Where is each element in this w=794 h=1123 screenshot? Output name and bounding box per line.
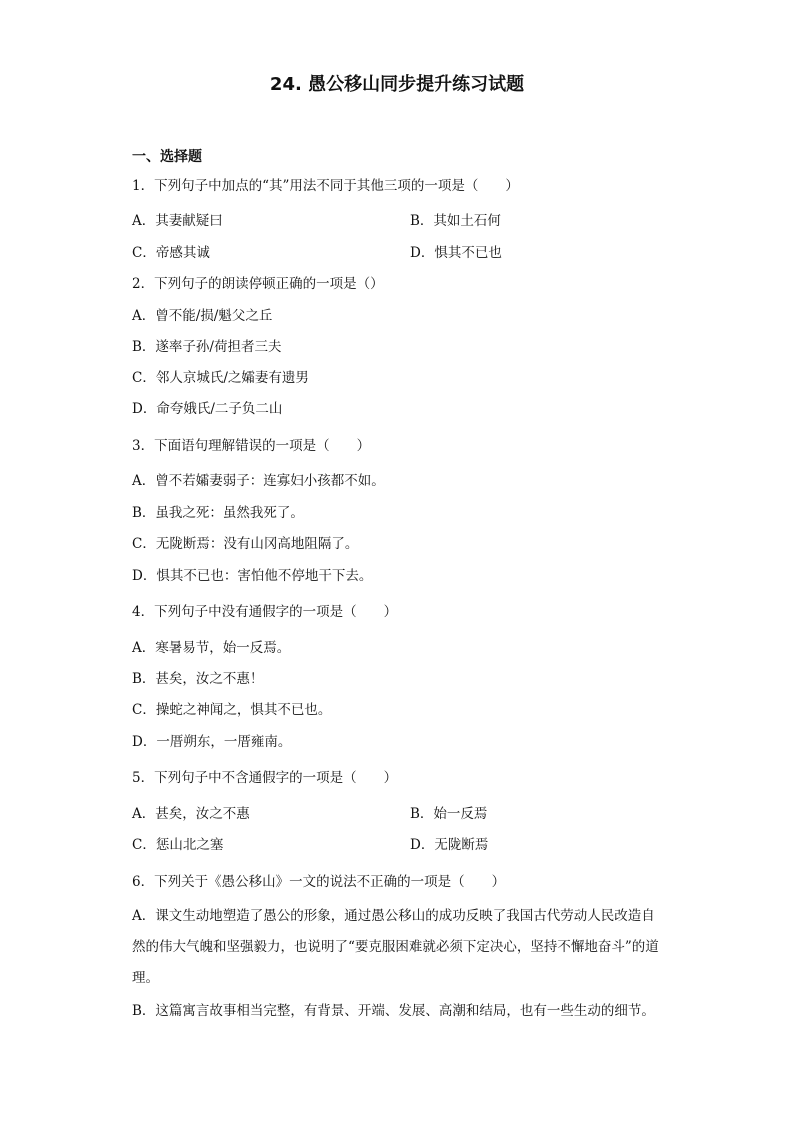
question-2-option-d: D．命夸娥氏/二子负二山 [132, 401, 283, 417]
question-5-option-d: D．无陇断焉 [410, 837, 489, 853]
question-5-option-b: B．始一反焉 [410, 806, 488, 822]
question-3-option-a: A．曾不若孀妻弱子：连寡妇小孩都不如。 [132, 473, 385, 489]
question-4-option-d: D．一厝朔东，一厝雍南。 [132, 734, 292, 750]
page-title: 24. 愚公移山同步提升练习试题 [269, 74, 525, 95]
question-5-option-c: C．惩山北之塞 [132, 837, 224, 853]
question-4-option-c: C．操蛇之神闻之，惧其不已也。 [132, 702, 332, 718]
question-6-stem: 6．下列关于《愚公移山》一文的说法不正确的一项是（ ） [132, 874, 506, 890]
question-3-option-b: B．虽我之死：虽然我死了。 [132, 505, 304, 521]
question-2-option-a: A．曾不能/损/魁父之丘 [132, 308, 273, 324]
question-3-stem: 3．下面语句理解错误的一项是（ ） [132, 438, 371, 454]
question-3-option-c: C．无陇断焉：没有山冈高地阻隔了。 [132, 536, 359, 552]
question-2-stem: 2．下列句子的朗读停顿正确的一项是（） [132, 276, 384, 292]
question-6-option-a: A．课文生动地塑造了愚公的形象，通过愚公移山的成功反映了我国古代劳动人民改造自然的伟大气魄和坚强毅力，也说明了“要克服困难就必须下定决心，坚持不懈地奋斗”的道理。 [132, 908, 659, 986]
question-3-option-d: D．惧其不已也：害怕他不停地干下去。 [132, 568, 373, 584]
question-4-option-a: A．寒暑易节，始一反焉。 [132, 640, 291, 656]
question-1-stem: 1．下列句子中加点的“其”用法不同于其他三项的一项是（ ） [132, 178, 519, 194]
question-5-option-a: A．甚矣，汝之不惠 [132, 806, 250, 822]
question-4-stem: 4．下列句子中没有通假字的一项是（ ） [132, 604, 398, 620]
question-4-option-b: B．甚矣，汝之不惠！ [132, 671, 264, 687]
question-1-option-a: A．其妻献疑曰 [132, 213, 223, 229]
question-5-stem: 5．下列句子中不含通假字的一项是（ ） [132, 770, 398, 786]
section-heading: 一、选择题 [132, 149, 202, 165]
question-6-option-b: B．这篇寓言故事相当完整，有背景、开端、发展、高潮和结局，也有一些生动的细节。 [132, 1003, 655, 1019]
question-1-option-c: C．帝感其诚 [132, 245, 210, 261]
question-2-option-c: C．邻人京城氏/之孀妻有遗男 [132, 370, 309, 386]
question-2-option-b: B．遂率子孙/荷担者三夫 [132, 339, 282, 355]
question-1-option-d: D．惧其不已也 [410, 245, 502, 261]
question-1-option-b: B．其如土石何 [410, 213, 501, 229]
